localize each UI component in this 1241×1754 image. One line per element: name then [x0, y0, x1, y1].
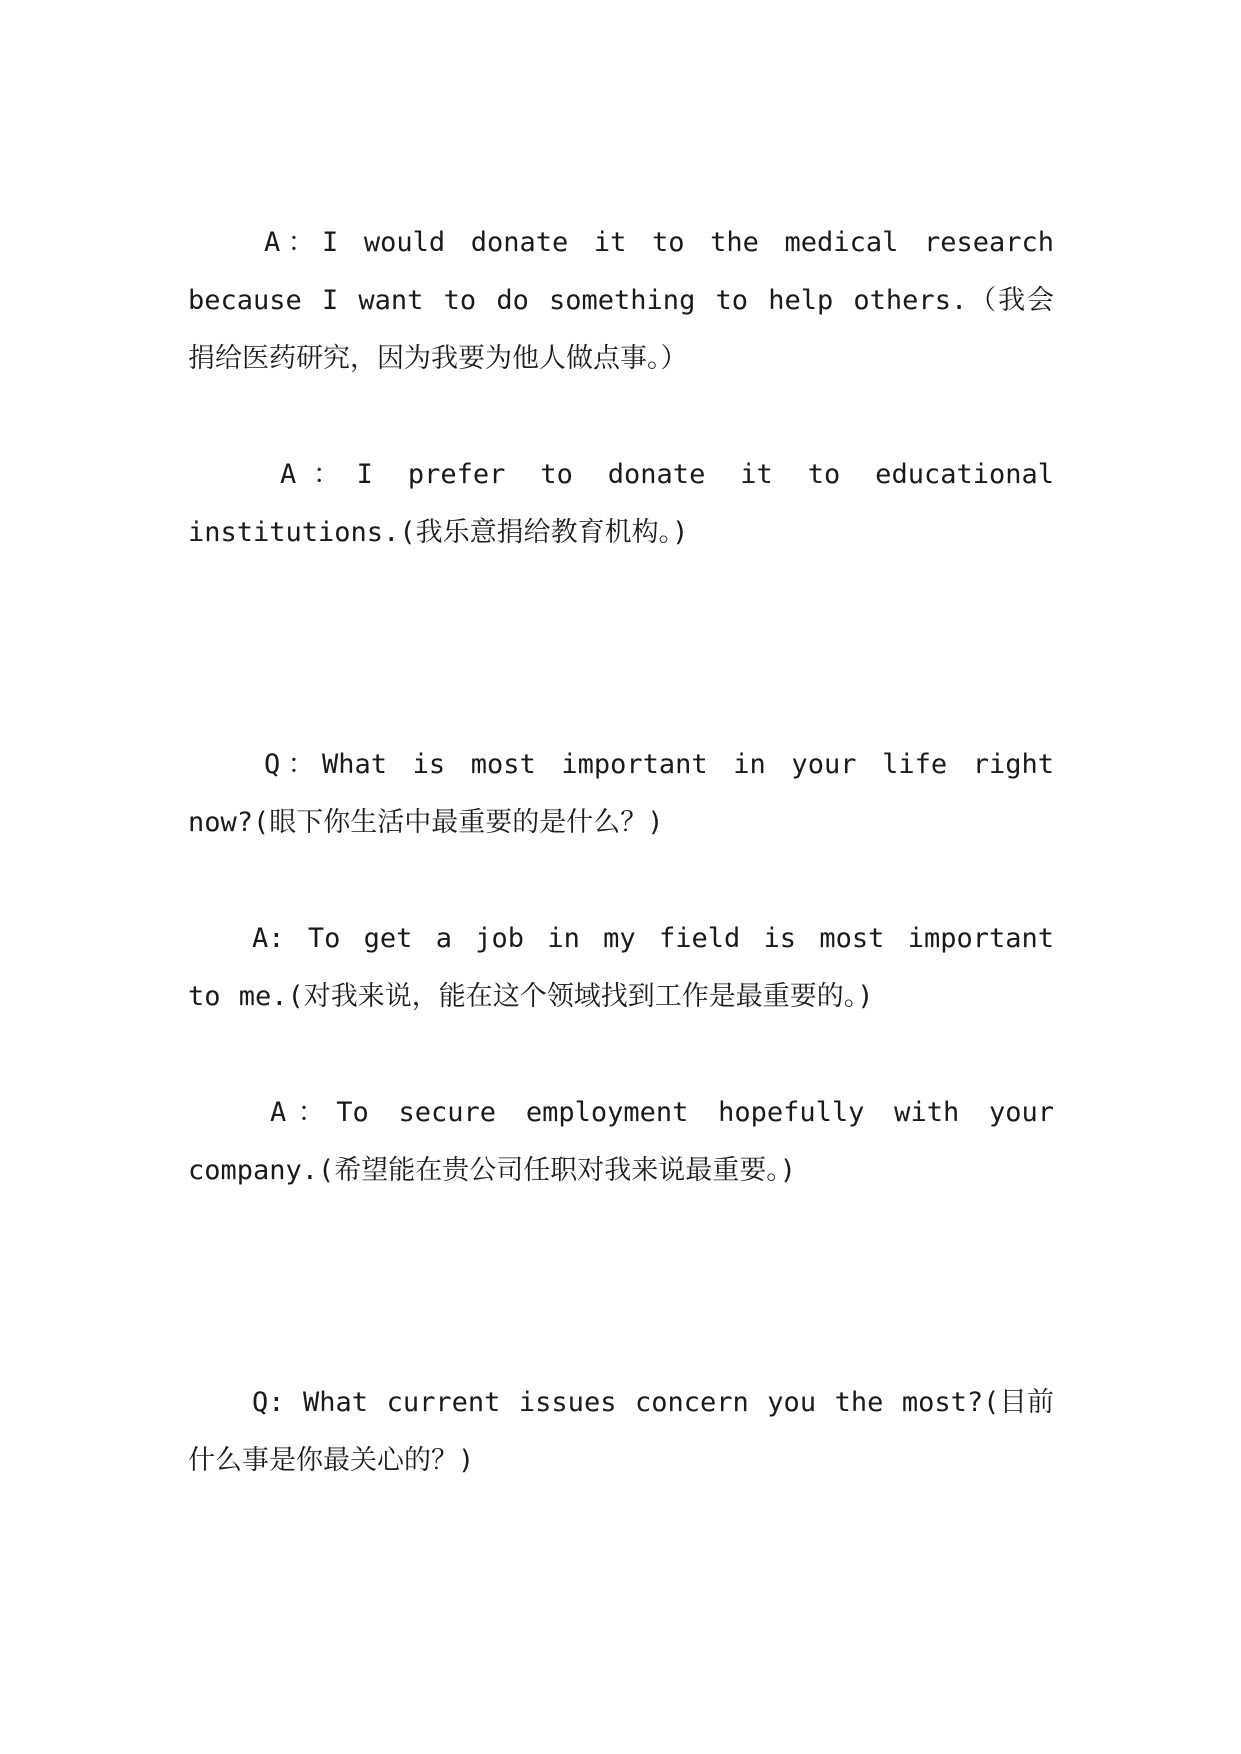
answer-paragraph-secure-employment: A：To secure employment hopefully with your company.(希望能在贵公司任职对我来说最重要。) — [188, 1097, 1054, 1186]
question-paragraph-most-important: Q：What is most important in your life right now?(眼下你生活中最重要的是什么？) — [188, 749, 1054, 838]
answer-paragraph-educational-institutions: A：I prefer to donate it to educational institutions.(我乐意捐给教育机构。) — [188, 459, 1054, 548]
answer-paragraph-medical-research: A：I would donate it to the medical research because I want to do something to help others.（我会捐给医药研究，因为我要为他人做点事。） — [188, 227, 1054, 374]
answer-paragraph-job-in-field: A: To get a job in my field is most important to me.(对我来说，能在这个领域找到工作是最重要的。) — [188, 923, 1054, 1012]
question-paragraph-current-issues: Q: What current issues concern you the most?(目前什么事是你最关心的？) — [188, 1387, 1054, 1476]
